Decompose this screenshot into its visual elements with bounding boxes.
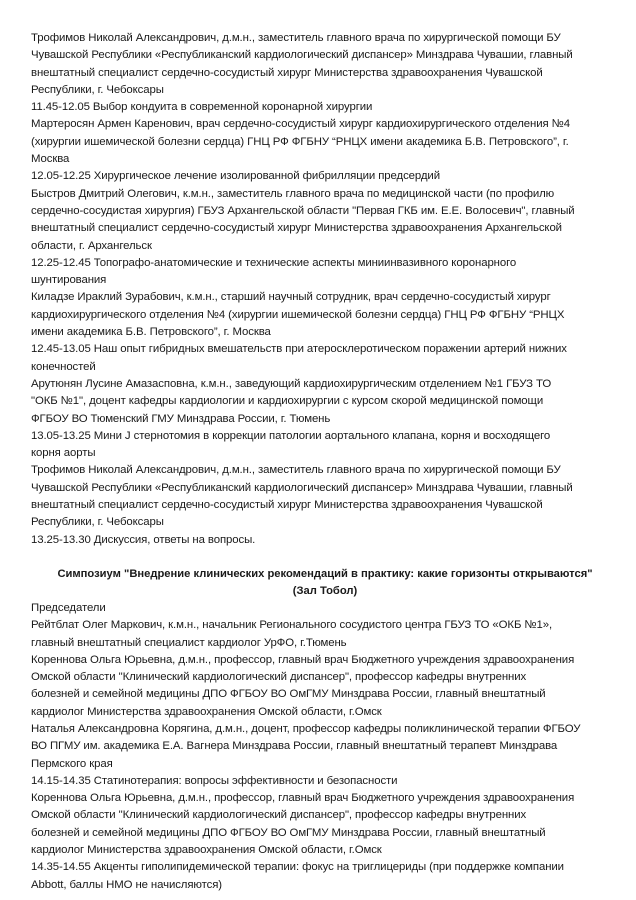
text-line: (хирургии ишемической болезни сердца) ГНЦ РФ ФГБНУ “РНЦХ имени академика Б.В. Петровского”, г. <box>31 135 569 148</box>
text-line: Abbott, баллы НМО не начисляются) <box>31 878 222 891</box>
agenda-talk <box>31 168 621 185</box>
text-line: корня аорты <box>31 447 96 460</box>
text-line: области, г. Архангельск <box>31 239 152 252</box>
speaker-info <box>31 617 621 652</box>
agenda-talk <box>31 341 621 376</box>
text-line: болезней и семейной медицины ДПО ФГБОУ ВО ОмГМУ Минздрава России, главный внештатный <box>31 688 546 701</box>
text-line: 13.25-13.30 Дискуссия, ответы на вопросы. <box>31 533 256 546</box>
speaker-info <box>31 376 621 428</box>
text-line: Трофимов Николай Александрович, д.м.н., заместитель главного врача по хирургической помощи БУ <box>31 464 561 477</box>
text-line: Пермского края <box>31 757 113 770</box>
text-line: Трофимов Николай Александрович, д.м.н., заместитель главного врача по хирургической помощи БУ <box>31 32 561 44</box>
text-line: кардиолог Министерства здравоохранения Омской области, г.Омск <box>31 844 382 857</box>
text-line: ВО ПГМУ им. академика Е.А. Вагнера Минздрава России, главный внештатный терапевт Минздрава <box>31 740 558 753</box>
text-line: главный внештатный специалист кардиолог УрФО, г.Тюмень <box>31 636 347 649</box>
text-line: Быстров Дмитрий Олегович, к.м.н., заместитель главного врача по медицинской части (по профилю <box>31 187 555 200</box>
agenda-talk <box>31 532 621 549</box>
text-line: 13.05-13.25 Мини J стернотомия в коррекции патологии аортального клапана, корня и восходящего <box>31 429 551 442</box>
text-line: кардиолог Министерства здравоохранения Омской области, г.Омск <box>31 705 382 718</box>
text-line: Председатели <box>31 601 106 614</box>
text-line: кардиохирургического отделения №4 (хирургии ишемической болезни сердца) ГНЦ РФ ФГБНУ “РНЦХ <box>31 308 565 321</box>
speaker-info <box>31 116 621 168</box>
text-line: болезней и семейной медицины ДПО ФГБОУ ВО ОмГМУ Минздрава России, главный внештатный <box>31 826 546 839</box>
text-line: Кореннова Ольга Юрьевна, д.м.н., профессор, главный врач Бюджетного учреждения здравоохранения <box>31 792 575 805</box>
text-line: конечностей <box>31 360 96 373</box>
text-line: имени академика Б.В. Петровского”, г. Москва <box>31 326 271 339</box>
text-line: Рейтблат Олег Маркович, к.м.н., начальник Регионального сосудистого центра ГБУЗ ТО «ОКБ №1», <box>31 619 553 632</box>
symposium-title: Симпозиум "Внедрение клинических рекомендаций в практику: какие горизонты открываются" <box>57 567 593 580</box>
speaker-info <box>31 289 621 341</box>
text-line: Омской области "Клинический кардиологический диспансер", профессор кафедры внутренних <box>31 809 527 822</box>
text-line: Кореннова Ольга Юрьевна, д.м.н., профессор, главный врач Бюджетного учреждения здравоохранения <box>31 653 575 666</box>
text-line: 12.05-12.25 Хирургическое лечение изолированной фибрилляции предсердий <box>31 170 440 183</box>
agenda-talk <box>31 859 621 894</box>
symposium-program <box>31 600 621 894</box>
text-line: Москва <box>31 153 70 166</box>
text-line: "ОКБ №1", доцент кафедры кардиологии и кардиохирургии с курсом скорой медицинской помощи <box>31 395 544 408</box>
text-line: Чувашской Республики «Республиканский кардиологический диспансер» Минздрава Чувашии, главный <box>31 49 573 62</box>
speaker-info <box>31 600 621 617</box>
text-line: Республики, г. Чебоксары <box>31 516 164 529</box>
text-line: 11.45-12.05 Выбор кондуита в современной коронарной хирургии <box>31 101 373 114</box>
program-document <box>31 30 621 894</box>
speaker-info <box>31 186 621 255</box>
text-line: ФГБОУ ВО Тюменский ГМУ Минздрава России, г. Тюмень <box>31 412 331 425</box>
text-line: 12.25-12.45 Топографо-анатомические и технические аспекты миниинвазивного коронарного <box>31 256 517 269</box>
text-line: внештатный специалист сердечно-сосудистый хирург Министерства здравоохранения Архангельской <box>31 222 562 235</box>
text-line: Киладзе Ираклий Зурабович, к.м.н., старший научный сотрудник, врач сердечно-сосудистый хирург <box>31 291 551 304</box>
speaker-info <box>31 790 621 859</box>
text-line: Арутюнян Лусине Амазасповна, к.м.н., заведующий кардиохирургическим отделением №1 ГБУЗ ТО <box>31 377 552 390</box>
text-line: внештатный специалист сердечно-сосудистый хирург Министерства здравоохранения Чувашской <box>31 499 543 512</box>
text-line: сердечно-сосудистая хирургия) ГБУЗ Архангельской области "Первая ГКБ им. Е.Е. Волосевич", главный <box>31 204 575 217</box>
agenda-talk <box>31 428 621 463</box>
agenda-talk <box>31 99 621 116</box>
speaker-info <box>31 652 621 721</box>
speaker-info <box>31 721 621 773</box>
text-line: Наталья Александровна Корягина, д.м.н., доцент, профессор кафедры поликлинической терапии ФГБОУ <box>31 722 581 735</box>
session-program <box>31 30 621 549</box>
text-line: шунтирования <box>31 274 107 287</box>
spacer <box>31 549 621 566</box>
text-line: Омской области "Клинический кардиологический диспансер", профессор кафедры внутренних <box>31 671 527 684</box>
text-line: внештатный специалист сердечно-сосудистый хирург Министерства здравоохранения Чувашской <box>31 66 543 79</box>
text-line: 14.15-14.35 Статинотерапия: вопросы эффективности и безопасности <box>31 774 398 787</box>
text-line: 14.35-14.55 Акценты гиполипидемической терапии: фокус на триглицериды (при поддержке компании <box>31 861 564 874</box>
text-line: Чувашской Республики «Республиканский кардиологический диспансер» Минздрава Чувашии, главный <box>31 481 573 494</box>
text-line: 12.45-13.05 Наш опыт гибридных вмешательств при атеросклеротическом поражении артерий нижних <box>31 343 567 356</box>
agenda-talk <box>31 773 621 790</box>
text-line: Республики, г. Чебоксары <box>31 83 164 96</box>
speaker-info <box>31 30 621 99</box>
speaker-info <box>31 462 621 531</box>
text-line: Мартеросян Армен Каренович, врач сердечно-сосудистый хирург кардиохирургического отделения №4 <box>31 118 570 131</box>
agenda-talk <box>31 255 621 290</box>
symposium-hall: (Зал Тобол) <box>292 584 358 597</box>
